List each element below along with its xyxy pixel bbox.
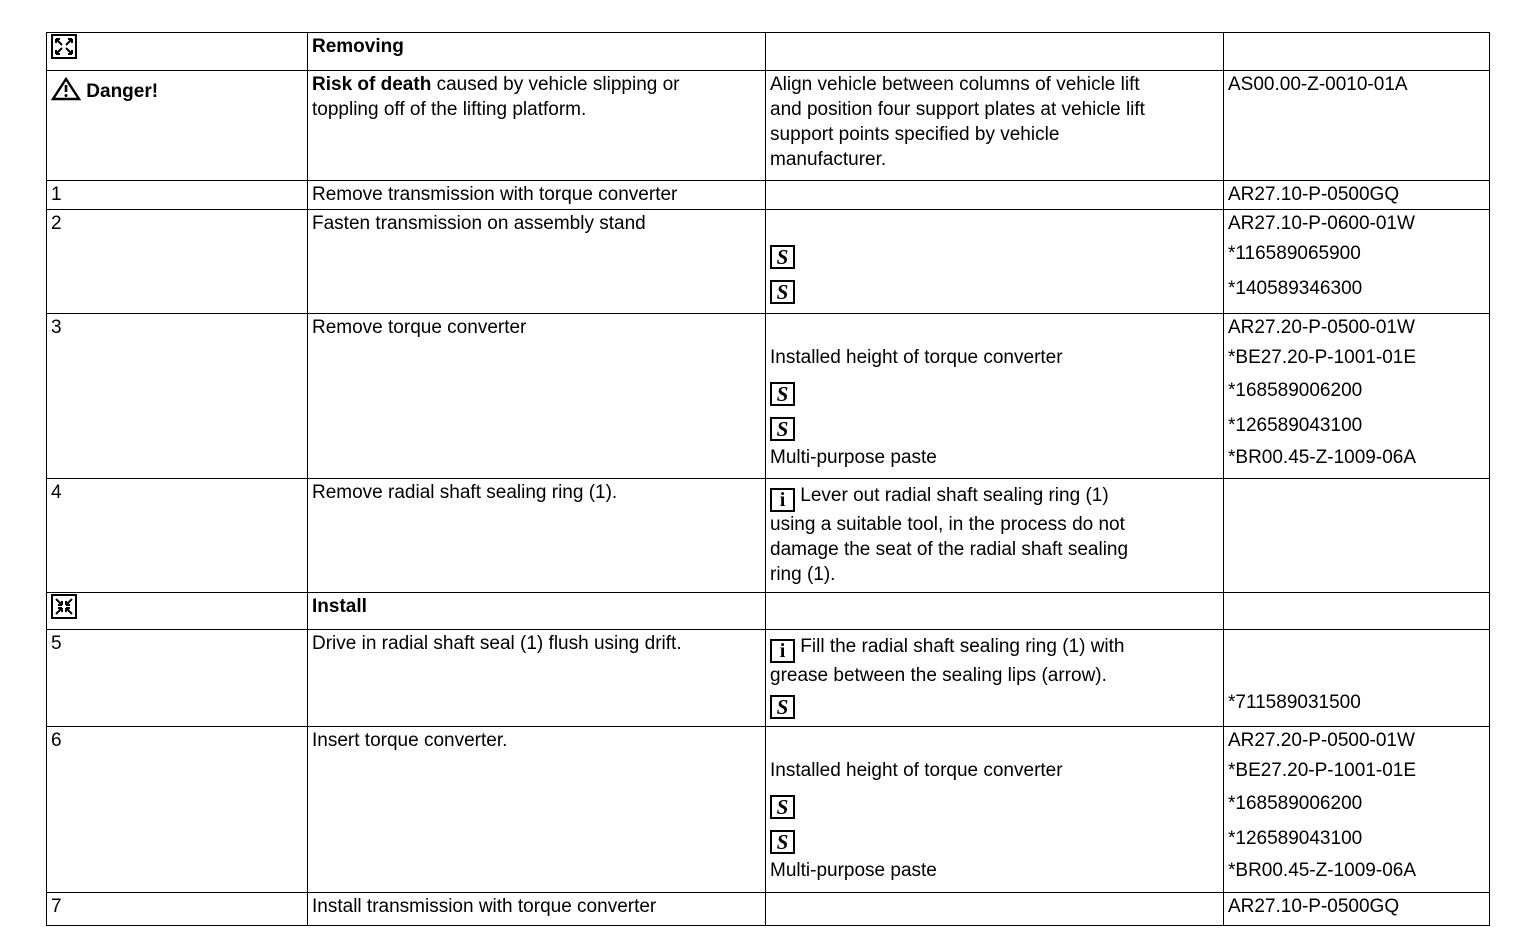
step-text: Fasten transmission on assembly stand [308, 210, 766, 314]
reference-link[interactable]: AR27.10-P-0500GQ [1228, 184, 1400, 205]
note-text: using a suitable tool, in the process do not [770, 514, 1125, 535]
section-title: Removing [312, 36, 404, 57]
remove-section-icon [51, 34, 77, 59]
danger-note: and position four support plates at vehicle lift [770, 99, 1145, 120]
note-text: Fill the radial shaft sealing ring (1) with [795, 636, 1125, 657]
note-text: damage the seat of the radial shaft sealing [770, 539, 1129, 560]
step-number: 6 [47, 727, 308, 893]
danger-note: support points specified by vehicle [770, 124, 1060, 145]
step-row-7 [47, 893, 1490, 926]
tool-number-link[interactable]: *126589043100 [1228, 828, 1363, 849]
tool-number-link[interactable]: *168589006200 [1228, 793, 1363, 814]
step-row-5 [47, 630, 1490, 727]
step-number: 5 [47, 630, 308, 727]
procedure-table [46, 32, 1490, 926]
note-text: Lever out radial shaft sealing ring (1) [795, 485, 1109, 506]
step-text: Install transmission with torque converter [308, 893, 766, 926]
info-icon[interactable]: i [770, 639, 795, 663]
risk-line-1: Risk of death caused by vehicle slipping or [312, 74, 680, 95]
step-text: Drive in radial shaft seal (1) flush using drift. [308, 630, 766, 727]
reference-link[interactable]: *BR00.45-Z-1009-06A [1228, 447, 1416, 468]
reference-link[interactable]: AR27.20-P-0500-01W [1228, 730, 1415, 751]
reference-link[interactable]: AR27.20-P-0500-01W [1228, 317, 1415, 338]
paste-text: Multi-purpose paste [770, 860, 937, 881]
danger-note: Align vehicle between columns of vehicle lift [770, 74, 1140, 95]
danger-label: Danger! [86, 81, 159, 102]
installed-height-text: Installed height of torque converter [770, 760, 1063, 781]
step-text: Remove transmission with torque converter [308, 181, 766, 210]
step-number: 7 [47, 893, 308, 926]
tool-number-link[interactable]: *168589006200 [1228, 380, 1363, 401]
tool-number-link[interactable]: *116589065900 [1228, 243, 1361, 264]
danger-note: manufacturer. [770, 149, 887, 170]
step-row-2 [47, 210, 1490, 314]
reference-link[interactable]: *BE27.20-P-1001-01E [1228, 347, 1417, 368]
step-row-3 [47, 314, 1490, 479]
step-number: 4 [47, 479, 308, 593]
warning-triangle-icon [51, 77, 81, 108]
step-text: Remove torque converter [308, 314, 766, 479]
reference-link[interactable]: AR27.10-P-0500GQ [1228, 896, 1400, 917]
reference-link[interactable]: *BE27.20-P-1001-01E [1228, 760, 1417, 781]
step-text: Remove radial shaft sealing ring (1). [308, 479, 766, 593]
info-icon[interactable]: i [770, 488, 795, 512]
tool-number-link[interactable]: *711589031500 [1228, 692, 1361, 713]
section-row-install [47, 593, 1490, 630]
paste-text: Multi-purpose paste [770, 447, 937, 468]
special-tool-icon[interactable]: S [770, 830, 795, 854]
tool-number-link[interactable]: *126589043100 [1228, 415, 1363, 436]
step-number: 2 [47, 210, 308, 314]
step-row-6 [47, 727, 1490, 893]
step-row-1 [47, 181, 1490, 210]
step-row-4 [47, 479, 1490, 593]
step-number: 1 [47, 181, 308, 210]
installed-height-text: Installed height of torque converter [770, 347, 1063, 368]
special-tool-icon[interactable]: S [770, 695, 795, 719]
reference-link[interactable]: AR27.10-P-0600-01W [1228, 213, 1415, 234]
reference-link[interactable]: *BR00.45-Z-1009-06A [1228, 860, 1416, 881]
special-tool-icon[interactable]: S [770, 417, 795, 441]
danger-row [47, 71, 1490, 181]
special-tool-icon[interactable]: S [770, 382, 795, 406]
reference-link[interactable]: AS00.00-Z-0010-01A [1228, 74, 1408, 95]
special-tool-icon[interactable]: S [770, 280, 795, 304]
note-text: grease between the sealing lips (arrow). [770, 665, 1107, 686]
tool-number-link[interactable]: *140589346300 [1228, 278, 1363, 299]
install-section-icon [51, 594, 77, 619]
note-text: ring (1). [770, 564, 836, 585]
risk-line-2: toppling off of the lifting platform. [312, 99, 587, 120]
section-title: Install [312, 596, 367, 617]
step-text: Insert torque converter. [308, 727, 766, 893]
special-tool-icon[interactable]: S [770, 795, 795, 819]
special-tool-icon[interactable]: S [770, 245, 795, 269]
step-number: 3 [47, 314, 308, 479]
section-row-removing [47, 33, 1490, 71]
